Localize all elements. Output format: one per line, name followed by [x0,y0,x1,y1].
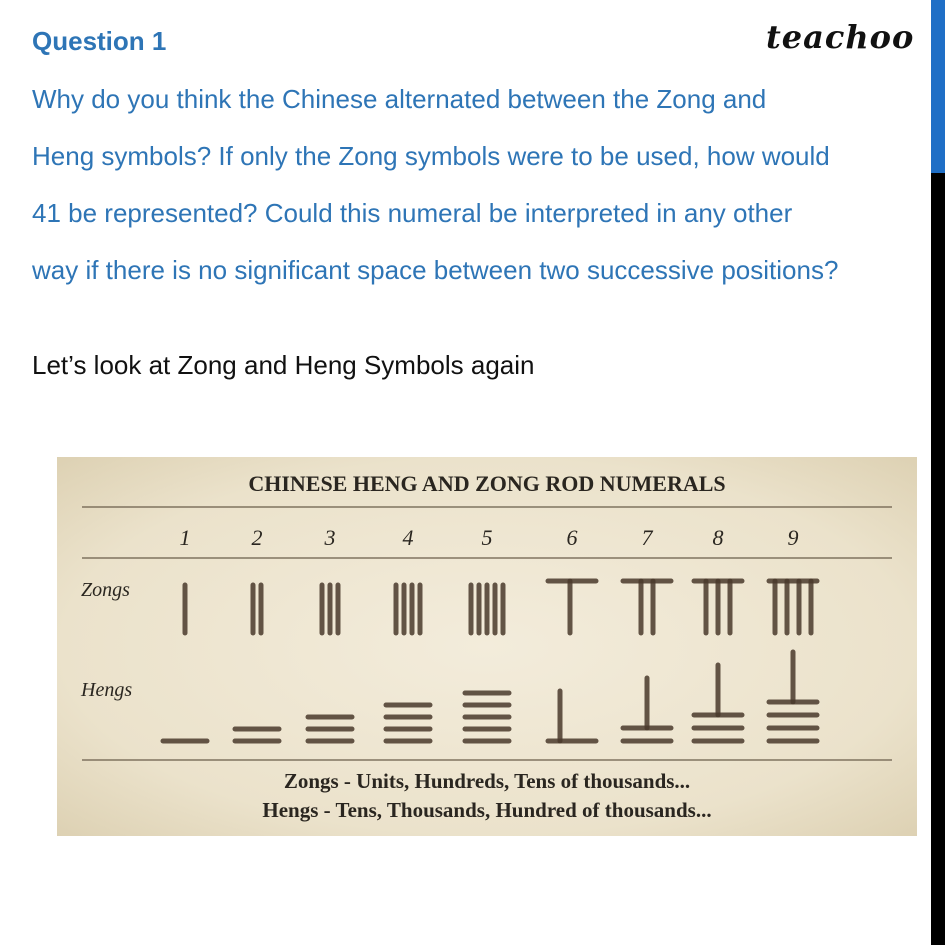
digit-label: 3 [324,525,336,550]
question-line: way if there is no significant space between two successive positions? [32,255,839,285]
side-bar [931,173,945,945]
subheading: Let’s look at Zong and Heng Symbols again [32,350,535,380]
zongs-label: Zongs [81,579,130,601]
digit-label: 6 [566,525,578,550]
question-line: Heng symbols? If only the Zong symbols were to be used, how would [32,141,830,171]
caption-zongs: Zongs - Units, Hundreds, Tens of thousands... [283,769,691,793]
digit-label: 9 [787,525,799,550]
digit-label: 4 [402,525,414,550]
caption-hengs: Hengs - Tens, Thousands, Hundred of thousands... [262,798,712,822]
digit-label: 2 [251,525,263,550]
digit-label: 5 [481,525,493,550]
side-bar-accent [931,0,945,173]
digit-label: 8 [712,525,724,550]
question-line: 41 be represented? Could this numeral be interpreted in any other [32,198,793,228]
rod-numerals-figure [57,457,917,836]
digit-label: 1 [179,525,191,550]
figure-title: CHINESE HENG AND ZONG ROD NUMERALS [248,471,726,496]
hengs-label: Hengs [81,679,133,701]
teachoo-logo: teachoo [766,18,915,56]
digit-label: 7 [641,525,653,550]
question-title: Question 1 [32,26,167,56]
question-line: Why do you think the Chinese alternated between the Zong and [32,84,767,114]
